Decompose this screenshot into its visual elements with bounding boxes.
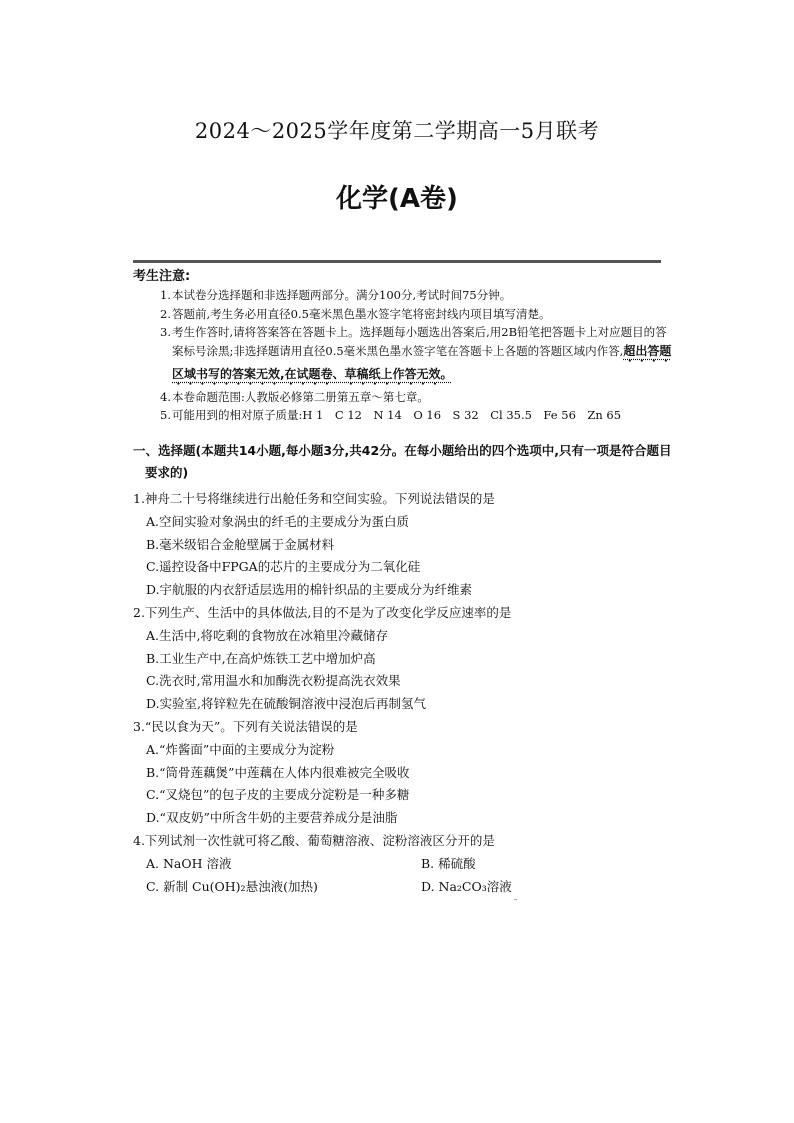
option-row — [133, 853, 693, 876]
exam-title: 2024～2025学年度第二学期高一5月联考 — [194, 119, 600, 143]
notice-item-text: 可能用到的相对原子质量:H 1 C 12 N 14 O 16 S 32 Cl 35.5 Fe 56 Zn 65 — [172, 408, 622, 422]
section-heading: 一、选择题(本题共14小题,每小题3分,共42分。在每小题给出的四个选项中,只有一项是符合题目要求的) — [133, 443, 672, 480]
question-option: D.“双皮奶”中所含牛奶的主要营养成分是油脂 — [146, 810, 398, 826]
question-option: D.宇航服的内衣舒适层选用的棉针织品的主要成分为纤维素 — [146, 582, 473, 598]
question-stem: 4.下列试剂一次性就可将乙酸、葡萄糖溶液、淀粉溶液区分开的是 — [133, 832, 495, 848]
question-2 — [133, 602, 693, 716]
question-option: B.工业生产中,在高炉炼铁工艺中增加炉高 — [146, 650, 376, 666]
question-1 — [133, 488, 693, 602]
divider-rule — [133, 260, 661, 263]
question-option: C.遥控设备中FPGA的芯片的主要成分为二氧化硅 — [146, 559, 421, 575]
exam-subtitle: 化学(A卷) — [336, 184, 458, 214]
question-option: C.洗衣时,常用温水和加酶洗衣粉提高洗衣效果 — [146, 673, 401, 689]
question-option: C. 新制 Cu(OH)₂悬浊液(加热) — [146, 878, 318, 894]
question-option: A.生活中,将吃剩的食物放在冰箱里冷藏储存 — [146, 627, 388, 643]
scan-speck — [514, 899, 517, 900]
question-stem: 1.神舟二十号将继续进行出舱任务和空间实验。下列说法错误的是 — [133, 491, 495, 506]
notice-title: 考生注意: — [133, 269, 191, 284]
question-option: A. NaOH 溶液 — [146, 855, 232, 871]
question-option: B. 稀硫酸 — [421, 855, 476, 871]
notice-block — [133, 268, 673, 425]
notice-item-number: 1. — [160, 288, 171, 302]
question-option: C.“叉烧包”的包子皮的主要成分淀粉是一种多糖 — [146, 787, 410, 803]
question-4 — [133, 830, 693, 898]
question-option: B.毫米级铝合金舱壁属于金属材料 — [146, 536, 335, 552]
question-option: D. Na₂CO₃溶液 — [421, 878, 512, 894]
question-option: D.实验室,将锌粒先在硫酸铜溶液中浸泡后再制氢气 — [146, 696, 427, 712]
question-stem: 2.下列生产、生活中的具体做法,目的不是为了改变化学反应速率的是 — [133, 604, 512, 620]
notice-item-text: 考生作答时,请将答案答在答题卡上。选择题每小题选出答案后,用2B铅笔把答题卡上对应题目的答案标号涂黑;非选择题请用直径0.5毫米黑色墨水签字笔在答题卡上各题的答题区域内作答, — [172, 325, 667, 358]
question-list — [133, 488, 693, 898]
notice-item-number: 5. — [160, 408, 171, 422]
question-option: A.空间实验对象涡虫的纤毛的主要成分为蛋白质 — [146, 513, 410, 529]
notice-item-number: 4. — [160, 389, 171, 404]
notice-item — [133, 305, 673, 324]
notice-item — [133, 388, 673, 407]
question-option: A.“炸酱面”中面的主要成分为淀粉 — [146, 741, 335, 757]
question-stem: 3.“民以食为天”。下列有关说法错误的是 — [133, 718, 358, 734]
notice-item-number: 3. — [160, 325, 171, 339]
notice-item — [133, 323, 673, 388]
notice-item-emphasis: 超出答题区域书写的答案无效,在试题卷、草稿纸上作答无效。 — [172, 343, 672, 381]
notice-item — [133, 286, 673, 305]
notice-item-number: 2. — [160, 306, 171, 321]
question-option: B.“筒骨莲藕煲”中莲藕在人体内很难被完全吸收 — [146, 764, 410, 780]
question-3 — [133, 716, 693, 830]
notice-item — [133, 406, 673, 425]
option-row — [133, 876, 693, 899]
section-choice — [133, 440, 673, 484]
notice-item-text: 本试卷分选择题和非选择题两部分。满分100分,考试时间75分钟。 — [172, 288, 512, 302]
notice-item-text: 本卷命题范围:人教版必修第二册第五章～第七章。 — [172, 389, 429, 404]
notice-item-text: 答题前,考生务必用直径0.5毫米黑色墨水签字笔将密封线内项目填写清楚。 — [172, 306, 551, 321]
